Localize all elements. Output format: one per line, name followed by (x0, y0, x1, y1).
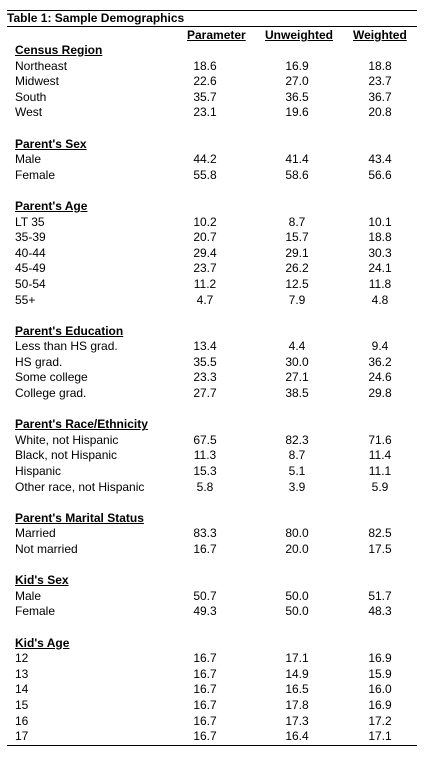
column-headers (7, 27, 417, 43)
table-row (7, 526, 417, 542)
cell-parameter: 27.7 (193, 386, 217, 401)
row-label: Male (15, 588, 42, 603)
cell-parameter: 83.3 (193, 526, 217, 541)
row-label: Married (15, 526, 56, 541)
cell-weighted: 16.9 (368, 651, 392, 666)
cell-weighted: 9.4 (371, 339, 389, 354)
table-row (7, 74, 417, 90)
section-heading (7, 511, 417, 527)
section-spacer (7, 308, 417, 324)
table-row (7, 355, 417, 371)
table-row (7, 448, 417, 464)
cell-unweighted: 12.5 (285, 276, 309, 291)
cell-unweighted: 14.9 (285, 666, 309, 681)
cell-parameter: 23.3 (193, 370, 217, 385)
cell-parameter: 16.7 (193, 666, 217, 681)
cell-parameter: 5.8 (196, 479, 214, 494)
cell-unweighted: 16.9 (285, 58, 309, 73)
section-heading (7, 324, 417, 340)
cell-weighted: 71.6 (368, 432, 392, 447)
cell-unweighted: 29.1 (285, 245, 309, 260)
column-header-unweighted: Unweighted (265, 28, 333, 42)
section-heading-label: Census Region (15, 43, 103, 57)
cell-parameter: 35.5 (193, 354, 217, 369)
row-label: 40-44 (15, 245, 46, 260)
cell-weighted: 17.5 (368, 542, 392, 556)
table-row (7, 729, 417, 745)
cell-unweighted: 27.0 (285, 74, 309, 89)
cell-parameter: 35.7 (193, 89, 217, 104)
table-body (7, 43, 417, 745)
table-row (7, 433, 417, 449)
row-label: 17 (15, 729, 29, 744)
cell-weighted: 36.2 (368, 354, 392, 369)
cell-parameter: 55.8 (193, 167, 217, 182)
column-header-parameter: Parameter (187, 28, 246, 42)
table-row (7, 542, 417, 558)
table-row (7, 480, 417, 496)
section-spacer (7, 558, 417, 574)
table-row (7, 667, 417, 683)
section-heading (7, 573, 417, 589)
section-spacer (7, 183, 417, 199)
cell-weighted: 5.9 (371, 479, 389, 494)
cell-unweighted: 58.6 (285, 167, 309, 182)
cell-unweighted: 19.6 (285, 105, 309, 120)
cell-unweighted: 20.0 (285, 542, 309, 556)
table-row (7, 105, 417, 121)
table-row (7, 168, 417, 184)
cell-parameter: 16.7 (193, 651, 217, 666)
cell-weighted: 17.1 (368, 729, 392, 744)
row-label: Black, not Hispanic (15, 448, 118, 463)
cell-parameter: 15.3 (193, 464, 217, 479)
table-row (7, 261, 417, 277)
row-label: 13 (15, 666, 29, 681)
column-header-weighted: Weighted (353, 28, 407, 42)
row-label: 14 (15, 682, 29, 697)
row-label: Hispanic (15, 464, 62, 479)
cell-unweighted: 5.1 (288, 464, 306, 479)
cell-weighted: 36.7 (368, 89, 392, 104)
section-heading (7, 43, 417, 59)
cell-weighted: 4.8 (371, 292, 389, 307)
row-label: College grad. (15, 386, 87, 401)
cell-unweighted: 8.7 (288, 214, 306, 229)
section-heading-label: Kid's Sex (15, 573, 69, 588)
cell-parameter: 18.6 (193, 58, 217, 73)
section-spacer (7, 495, 417, 511)
row-label: Female (15, 604, 56, 619)
cell-parameter: 67.5 (193, 432, 217, 447)
section-heading (7, 636, 417, 652)
row-label: Not married (15, 542, 78, 556)
cell-weighted: 11.4 (368, 448, 392, 463)
cell-unweighted: 15.7 (285, 230, 309, 245)
cell-weighted: 18.8 (368, 230, 392, 245)
row-label: 55+ (15, 292, 36, 307)
cell-unweighted: 27.1 (285, 370, 309, 385)
cell-unweighted: 3.9 (288, 479, 306, 494)
table-row (7, 152, 417, 168)
section-spacer (7, 620, 417, 636)
row-label: Midwest (15, 74, 60, 89)
cell-unweighted: 50.0 (285, 588, 309, 603)
row-label: South (15, 89, 47, 104)
cell-parameter: 16.7 (193, 682, 217, 697)
cell-unweighted: 30.0 (285, 354, 309, 369)
cell-weighted: 43.4 (368, 152, 392, 167)
cell-parameter: 16.7 (193, 713, 217, 728)
row-label: 35-39 (15, 230, 46, 245)
cell-weighted: 11.1 (368, 464, 392, 479)
row-label: White, not Hispanic (15, 432, 119, 447)
cell-parameter: 4.7 (196, 292, 214, 307)
cell-unweighted: 16.5 (285, 682, 309, 697)
cell-parameter: 16.7 (193, 697, 217, 712)
cell-weighted: 48.3 (368, 604, 392, 619)
cell-weighted: 10.1 (368, 214, 392, 229)
cell-unweighted: 17.8 (285, 697, 309, 712)
cell-weighted: 24.6 (368, 370, 392, 385)
cell-unweighted: 80.0 (285, 526, 309, 541)
table-row (7, 714, 417, 730)
cell-weighted: 18.8 (368, 58, 392, 73)
cell-parameter: 22.6 (193, 74, 217, 89)
table-row (7, 339, 417, 355)
cell-weighted: 20.8 (368, 105, 392, 120)
table-row (7, 230, 417, 246)
section-heading-label: Parent's Education (15, 323, 124, 338)
row-label: Female (15, 167, 56, 182)
section-heading (7, 137, 417, 153)
row-label: Male (15, 152, 42, 167)
cell-parameter: 16.7 (193, 542, 217, 556)
cell-parameter: 13.4 (193, 339, 217, 354)
row-label: 16 (15, 713, 29, 728)
section-spacer (7, 121, 417, 137)
row-label: Some college (15, 370, 88, 385)
cell-parameter: 16.7 (193, 729, 217, 744)
table-row (7, 277, 417, 293)
cell-weighted: 30.3 (368, 245, 392, 260)
cell-parameter: 23.7 (193, 261, 217, 276)
cell-parameter: 23.1 (193, 105, 217, 120)
row-label: West (15, 105, 43, 120)
row-label: 12 (15, 651, 29, 666)
cell-unweighted: 36.5 (285, 89, 309, 104)
table-row (7, 464, 417, 480)
row-label: 50-54 (15, 276, 46, 291)
cell-unweighted: 41.4 (285, 152, 309, 167)
cell-unweighted: 7.9 (288, 292, 306, 307)
table-row (7, 698, 417, 714)
table-row (7, 59, 417, 75)
cell-parameter: 11.3 (193, 448, 217, 463)
cell-weighted: 51.7 (368, 588, 392, 603)
table-row (7, 246, 417, 262)
table-row (7, 90, 417, 106)
row-label: Less than HS grad. (15, 339, 118, 354)
row-label: 45-49 (15, 261, 46, 276)
cell-weighted: 11.8 (368, 276, 392, 291)
cell-parameter: 29.4 (193, 245, 217, 260)
cell-unweighted: 26.2 (285, 261, 309, 276)
section-heading-label: Parent's Marital Status (15, 510, 144, 525)
cell-unweighted: 8.7 (288, 448, 306, 463)
cell-weighted: 82.5 (368, 526, 392, 541)
table-row (7, 682, 417, 698)
table-row (7, 589, 417, 605)
section-spacer (7, 402, 417, 418)
cell-unweighted: 50.0 (285, 604, 309, 619)
cell-weighted: 16.9 (368, 697, 392, 712)
cell-weighted: 23.7 (368, 74, 392, 89)
table-row (7, 386, 417, 402)
section-heading-label: Parent's Age (15, 198, 88, 213)
demographics-table (7, 10, 417, 746)
section-heading-label: Kid's Age (15, 635, 70, 650)
cell-unweighted: 82.3 (285, 432, 309, 447)
cell-unweighted: 17.3 (285, 713, 309, 728)
cell-weighted: 15.9 (368, 666, 392, 681)
section-heading-label: Parent's Race/Ethnicity (15, 417, 148, 432)
cell-unweighted: 38.5 (285, 386, 309, 401)
row-label: 15 (15, 697, 29, 712)
table-row (7, 370, 417, 386)
table-row (7, 651, 417, 667)
table-row (7, 293, 417, 309)
section-heading (7, 199, 417, 215)
cell-parameter: 20.7 (193, 230, 217, 245)
cell-unweighted: 16.4 (285, 729, 309, 744)
bottom-rule (7, 745, 417, 746)
cell-parameter: 44.2 (193, 152, 217, 167)
cell-weighted: 29.8 (368, 386, 392, 401)
row-label: HS grad. (15, 354, 63, 369)
row-label: Other race, not Hispanic (15, 479, 145, 494)
section-heading (7, 417, 417, 433)
row-label: LT 35 (15, 214, 45, 229)
cell-parameter: 10.2 (193, 214, 217, 229)
cell-weighted: 24.1 (368, 261, 392, 276)
cell-parameter: 49.3 (193, 604, 217, 619)
row-label: Northeast (15, 58, 68, 73)
section-heading-label: Parent's Sex (15, 136, 87, 151)
cell-parameter: 11.2 (193, 276, 217, 291)
cell-parameter: 50.7 (193, 588, 217, 603)
table-row (7, 215, 417, 231)
table-title: Table 1: Sample Demographics (7, 10, 417, 27)
cell-weighted: 56.6 (368, 167, 392, 182)
cell-weighted: 16.0 (368, 682, 392, 697)
cell-unweighted: 17.1 (285, 651, 309, 666)
cell-weighted: 17.2 (368, 713, 392, 728)
table-row (7, 604, 417, 620)
cell-unweighted: 4.4 (288, 339, 306, 354)
